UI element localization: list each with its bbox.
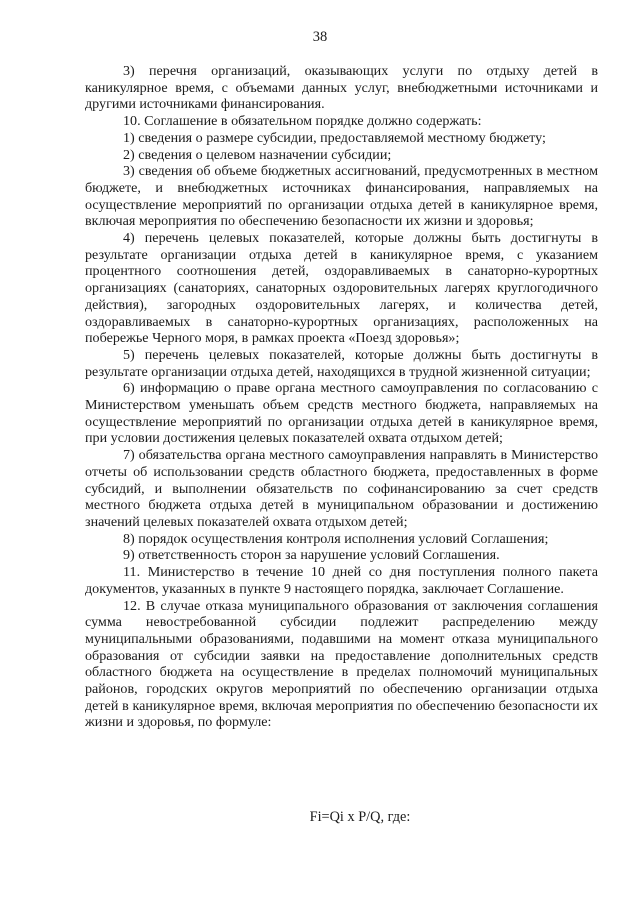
paragraph: 3) сведения об объеме бюджетных ассигнований, предусмотренных в местном бюджете, и внебюджетных источниках финансирования, направляемых на осуществление мероприятий по организации отдыха детей в каникулярное время, включая мероприятия по обеспечению безопасности их жизни и здоровья; [85,163,598,230]
paragraph: 4) перечень целевых показателей, которые должны быть достигнуты в результате организации отдыха детей в каникулярное время, с указанием процентного соотношения детей, оздоравливаемых в санаторно-курортных организациях (санаториях, санаторных оздоровительных лагерях круглогодичного действия), загородных оздоровительных лагерях, и количества детей, оздоравливаемых в санаторно-курортных организациях, расположенных на побережье Черного моря, в рамках проекта «Поезд здоровья»; [85,230,598,347]
paragraph: 7) обязательства органа местного самоуправления направлять в Министерство отчеты об использовании средств областного бюджета, предоставленных в форме субсидий, и выполнении обязательств по софинансированию за счет средств местного бюджета отдыха детей в муниципальном образовании и достижению значений целевых показателей охвата отдыхом детей; [85,447,598,530]
page-number: 38 [312,29,328,45]
paragraph: 12. В случае отказа муниципального образования от заключения соглашения сумма невостребованной субсидии подлежит распределению между муниципальными образованиями, подавшими на момент отказа муниципального образования от субсидии заявки на предоставление дополнительных средств областного бюджета на осуществление в пределах полномочий муниципальных районов, городских округов мероприятий по обеспечению организации отдыха детей в каникулярное время, включая мероприятия по обеспечению безопасности их жизни и здоровья, по формуле: [85,597,598,731]
paragraph: 6) информацию о праве органа местного самоуправления по согласованию с Министерством уменьшать объем средств местного бюджета, направляемых на осуществление мероприятий по организации отдыха детей в каникулярное время, при условии достижения целевых показателей охвата отдыхом детей; [85,380,598,447]
paragraph: 8) порядок осуществления контроля исполнения условий Соглашения; [123,530,549,547]
paragraph: 11. Министерство в течение 10 дней со дня поступления полного пакета документов, указанных в пункте 9 настоящего порядка, заключает Соглашение. [85,564,598,597]
paragraph: 1) сведения о размере субсидии, предоставляемой местному бюджету; [123,129,546,146]
paragraph: 2) сведения о целевом назначении субсидии; [123,146,392,163]
formula: Fi=Qi x P/Q, где: [309,809,411,825]
paragraph: 5) перечень целевых показателей, которые должны быть достигнуты в результате организации отдыха детей, находящихся в трудной жизненной ситуации; [85,346,598,380]
paragraph: 3) перечня организаций, оказывающих услуги по отдыху детей в каникулярное время, с объемами данных услуг, внебюджетными источниками и другими источниками финансирования. [85,63,598,113]
document-body [85,63,598,731]
paragraph: 10. Соглашение в обязательном порядке должно содержать: [123,113,482,130]
paragraph: 9) ответственность сторон за нарушение условий Соглашения. [123,547,500,564]
